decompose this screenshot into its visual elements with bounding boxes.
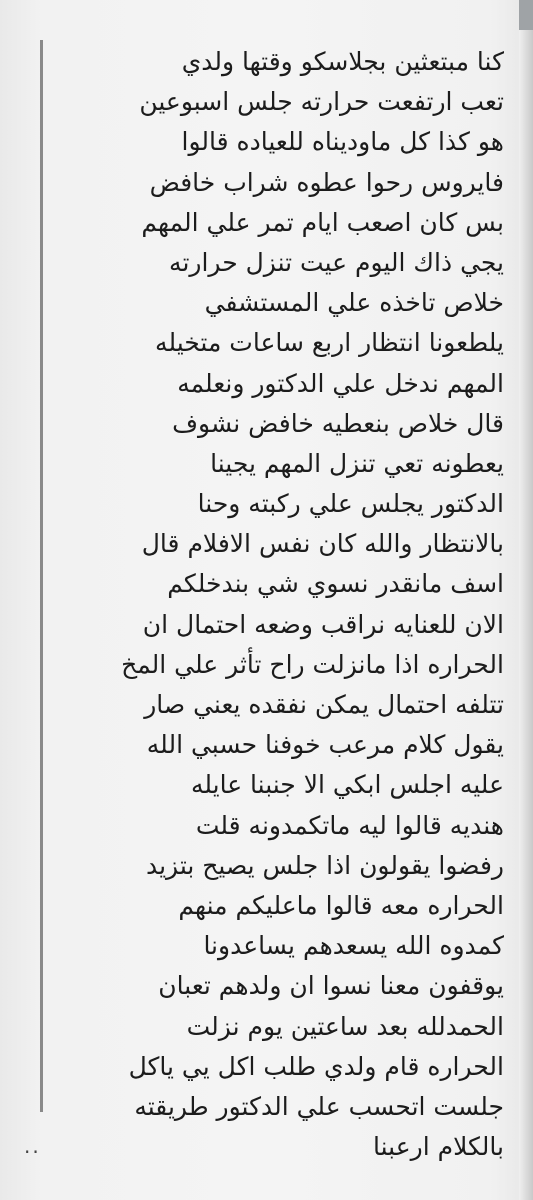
message-line: الحراره معه قالوا ماعليكم منهم xyxy=(178,890,504,920)
message-line: عليه اجلس ابكي الا جنبنا عايله xyxy=(190,770,504,800)
message-line: فايروس رحوا عطوه شراب خافض xyxy=(149,167,504,197)
message-line: اسف مانقدر نسوي شي بندخلكم xyxy=(167,569,504,599)
message-line: الان للعنايه نراقب وضعه احتمال ان xyxy=(142,609,504,639)
message-line: تتلفه احتمال يمكن نفقده يعني صار xyxy=(144,690,504,719)
quoted-message xyxy=(40,40,508,1162)
message-line: يعطونه تعي تنزل المهم يجينا xyxy=(210,448,504,478)
message-line: بالانتظار والله كان نفس الافلام قال xyxy=(141,529,504,559)
message-line: يلطعونا انتظار اربع ساعات متخيله xyxy=(155,328,504,358)
message-line: خلاص تاخذه علي المستشفي xyxy=(204,288,504,318)
quote-rule xyxy=(40,40,43,1112)
scroll-edge xyxy=(519,0,533,1200)
scroll-edge-cap xyxy=(519,0,533,30)
message-line: يجي ذاك اليوم عيت تنزل حرارته xyxy=(169,247,504,277)
message-line: الحمدلله بعد ساعتين يوم نزلت xyxy=(186,1011,504,1041)
message-line: يوقفون معنا نسوا ان ولدهم تعبان xyxy=(158,971,504,1001)
message-line: رفضوا يقولون اذا جلس يصيح بتزيد xyxy=(145,850,504,880)
message-line: هنديه قالوا ليه ماتكمدونه قلت xyxy=(195,810,504,840)
message-line: كنا مبتعثين بجلاسكو وقتها ولدي xyxy=(181,47,504,76)
message-text xyxy=(64,42,504,1167)
message-line: الحراره قام ولدي طلب اكل يي ياكل xyxy=(128,1051,504,1081)
message-line: بالكلام ارعبنا xyxy=(373,1132,504,1162)
message-line: هو كذا كل ماوديناه للعياده قالوا xyxy=(181,127,504,157)
message-line: قال خلاص بنعطيه خافض نشوف xyxy=(172,408,504,438)
message-line: بس كان اصعب ايام تمر علي المهم xyxy=(141,207,504,237)
more-ellipsis[interactable]: .. xyxy=(24,1134,41,1158)
message-line: جلست اتحسب علي الدكتور طريقته xyxy=(134,1091,504,1121)
message-line: الدكتور يجلس علي ركبته وحنا xyxy=(197,489,504,519)
message-line: المهم ندخل علي الدكتور ونعلمه xyxy=(177,368,504,398)
message-line: يقول كلام مرعب خوفنا حسبي الله xyxy=(146,730,504,760)
message-line: الحراره اذا مانزلت راح تأثر علي المخ xyxy=(121,649,504,679)
message-line: كمدوه الله يسعدهم يساعدونا xyxy=(203,931,504,961)
message-line: تعب ارتفعت حرارته جلس اسبوعين xyxy=(139,87,504,117)
